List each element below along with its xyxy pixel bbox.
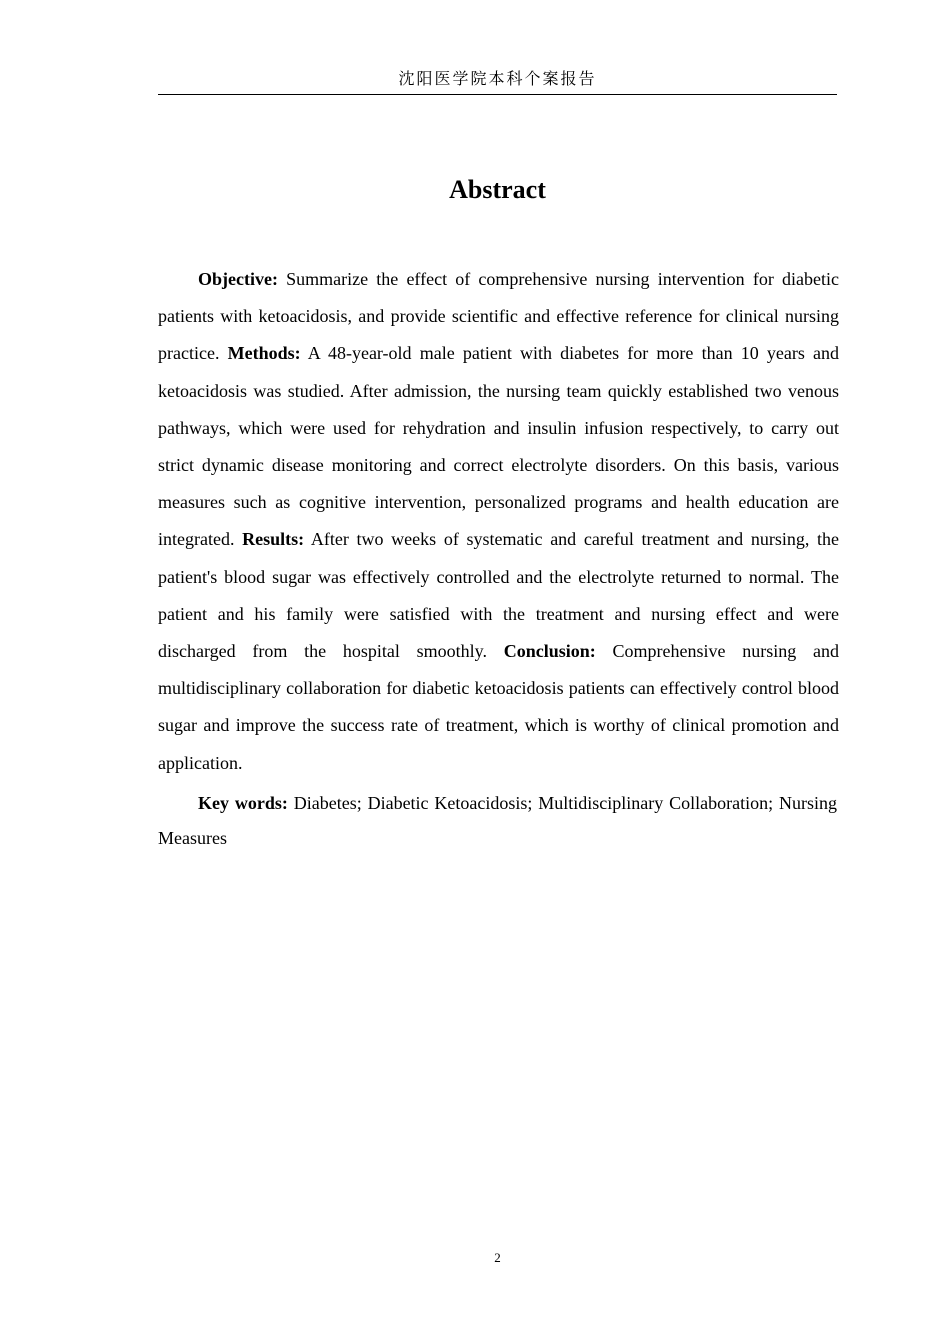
keywords-label: Key words: bbox=[198, 793, 288, 813]
objective-label: Objective: bbox=[198, 269, 278, 289]
abstract-heading: Abstract bbox=[449, 175, 546, 204]
keywords-text: Diabetes; Diabetic Ketoacidosis; Multidisciplinary Collaboration; Nursing Measures bbox=[158, 793, 837, 848]
objective-text: Summarize the effect of comprehensive nursing intervention for diabetic patients with ketoacidosis, and provide scientific and effective reference for clinical nursing practice. bbox=[158, 269, 839, 364]
abstract-paragraph bbox=[158, 261, 839, 782]
conclusion-label: Conclusion: bbox=[503, 641, 596, 662]
header-divider bbox=[158, 94, 837, 95]
page-number: 2 bbox=[494, 1250, 501, 1265]
methods-label: Methods: bbox=[227, 343, 301, 364]
running-header: 沈阳医学院本科个案报告 bbox=[398, 69, 597, 88]
results-label: Results: bbox=[242, 529, 305, 550]
methods-text: A 48-year-old male patient with diabetes for more than 10 years and ketoacidosis was studied. After admission, the nursing team quickly established two venous pathways, which were used for rehydration and insulin infusion respectively, to carry out strict dynamic disease monitoring and correct electrolyte disorders. On this basis, various measures such as cognitive intervention, personalized programs and health education are integrated. bbox=[158, 343, 840, 550]
results-text: After two weeks of systematic and careful treatment and nursing, the patient's blood sugar was effectively controlled and the electrolyte returned to normal. The patient and his family were satisfied with the treatment and nursing effect and were discharged from the hospital smoothly. bbox=[158, 529, 839, 662]
conclusion-text: Comprehensive nursing and multidisciplinary collaboration for diabetic ketoacidosis patients can effectively control blood sugar and improve the success rate of treatment, which is worthy of clinical promotion and application. bbox=[158, 641, 839, 773]
keywords-paragraph bbox=[158, 786, 837, 856]
